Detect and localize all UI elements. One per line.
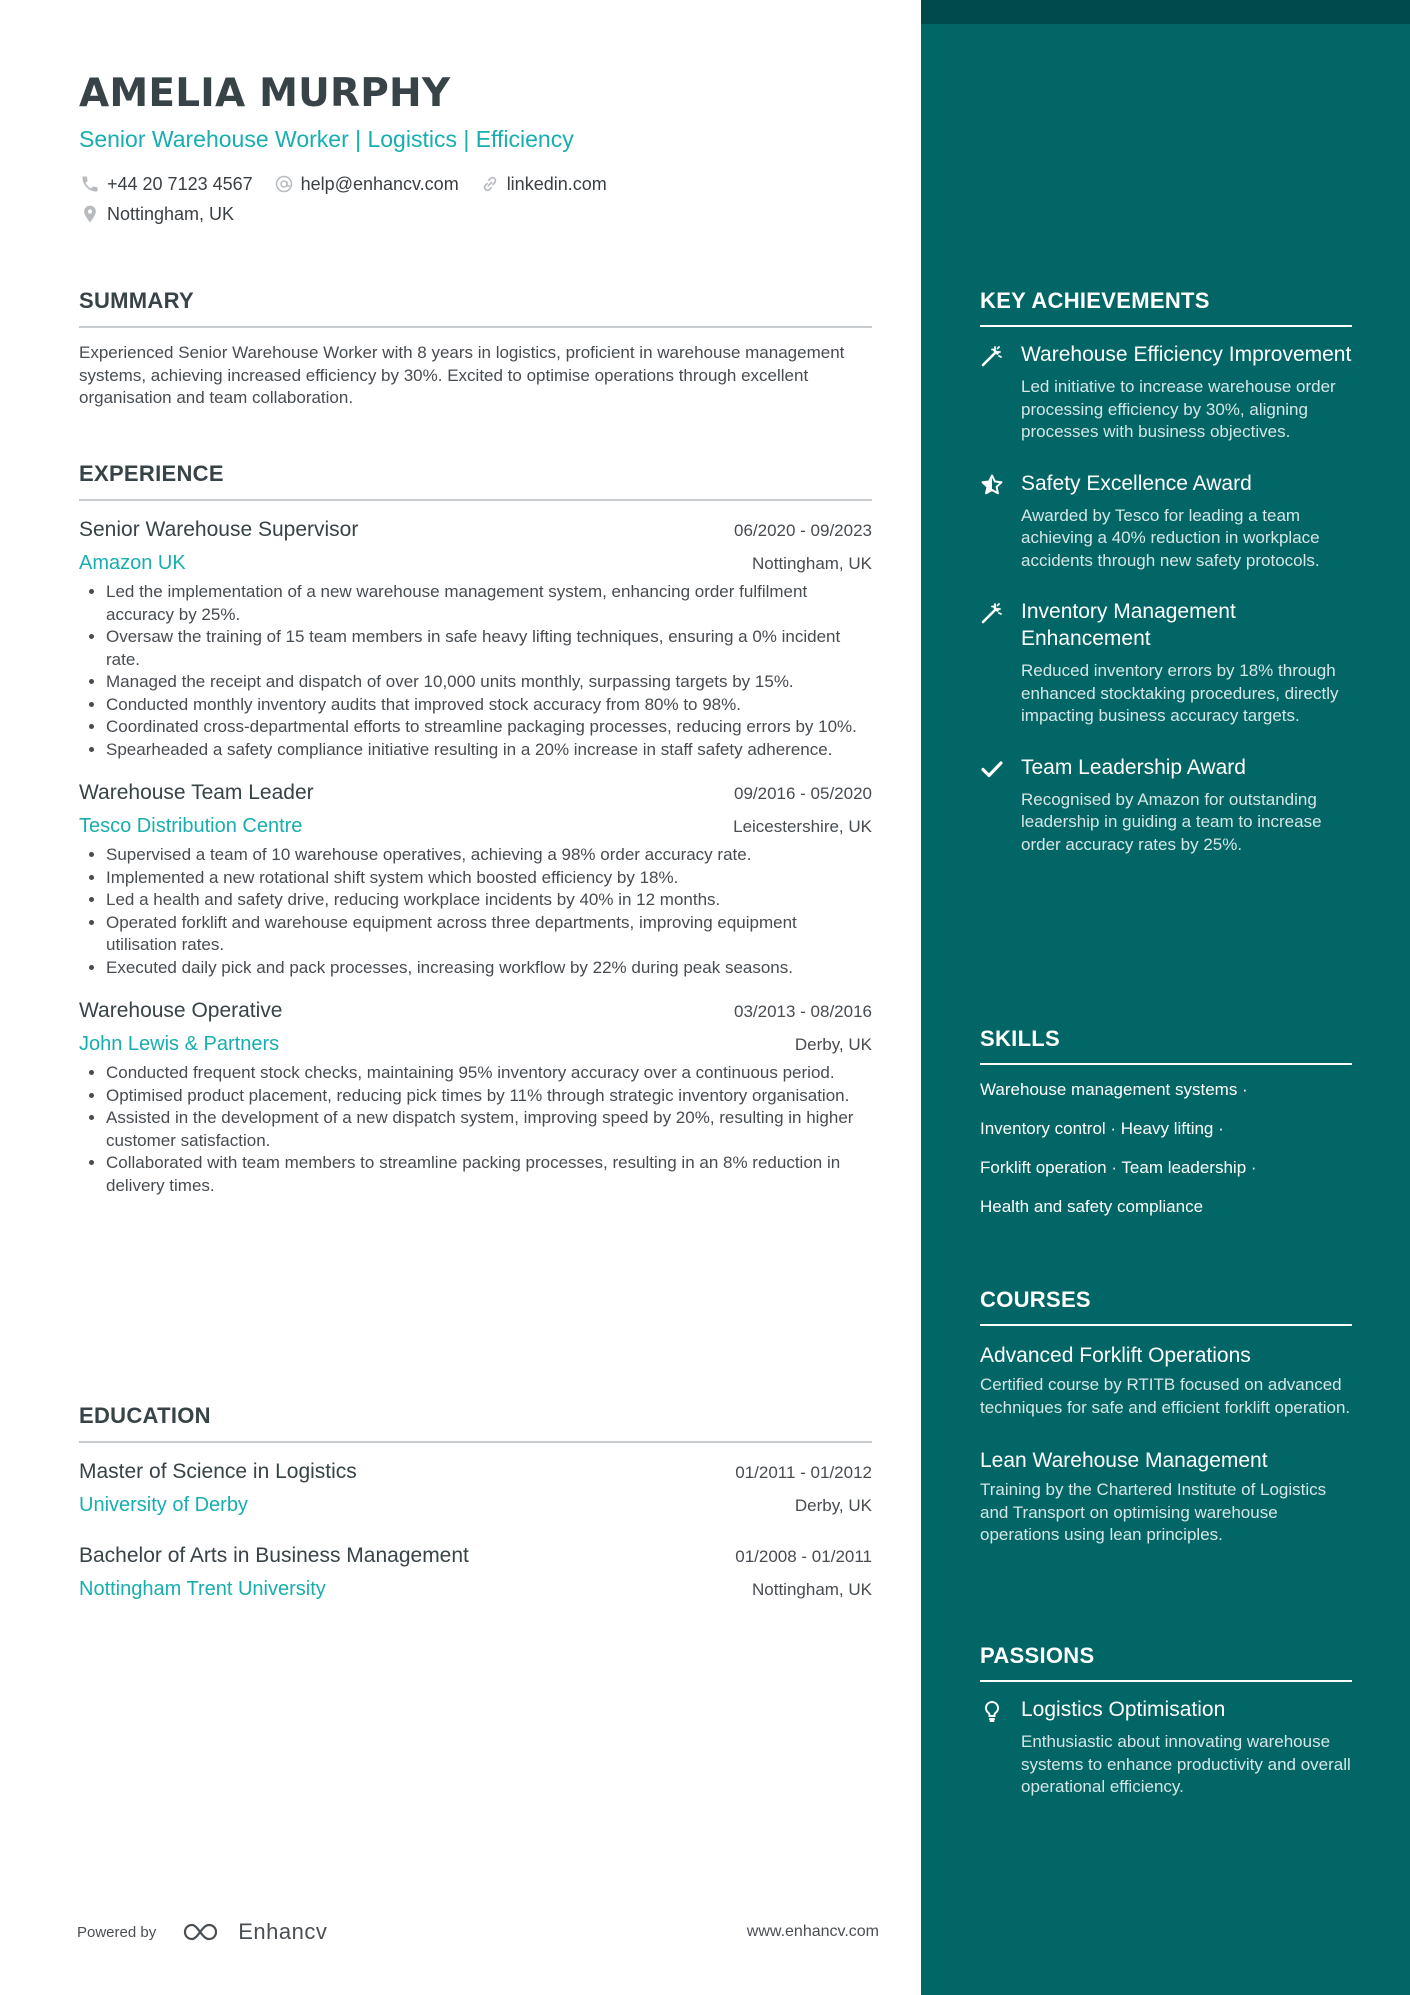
school-name: Nottingham Trent University (79, 1578, 326, 1600)
courses-section (980, 1285, 1352, 1547)
phone-contact[interactable] (79, 173, 253, 195)
section-divider (980, 325, 1352, 327)
achievements-title: KEY ACHIEVEMENTS (980, 288, 1210, 313)
skill-line: Inventory control · Heavy lifting · (980, 1119, 1224, 1138)
powered-by (77, 1919, 327, 1945)
passion-item (980, 1696, 1352, 1799)
education-section (79, 1401, 872, 1603)
job-title: Senior Warehouse Supervisor (79, 518, 359, 541)
brand-logo[interactable] (182, 1919, 327, 1945)
job-location: Nottingham, UK (752, 554, 872, 573)
school-location: Derby, UK (794, 1496, 872, 1515)
magic-wand-icon (980, 341, 1006, 444)
education-dates: 01/2011 - 01/2012 (735, 1463, 872, 1482)
footer (77, 1912, 879, 1952)
powered-by-label: Powered by (77, 1923, 157, 1941)
achievement-item (980, 754, 1352, 857)
job-bullets (79, 1062, 872, 1197)
job-bullets (79, 844, 872, 979)
passion-title: Logistics Optimisation (1021, 1698, 1226, 1721)
star-icon (980, 470, 1006, 573)
email-text: help@enhancv.com (300, 173, 459, 194)
brand-name: Enhancv (238, 1919, 328, 1944)
job-entry (79, 515, 872, 761)
bullet-item: • Managed the receipt and dispatch of over 10,000 units monthly, surpassing targets by 15%. (106, 671, 872, 694)
bullet-item: • Optimised product placement, reducing pick times by 11% through strategic inventory organisation. (106, 1085, 872, 1108)
job-dates: 06/2020 - 09/2023 (733, 521, 872, 540)
education-dates: 01/2008 - 01/2011 (735, 1547, 872, 1566)
company-name: Tesco Distribution Centre (79, 815, 303, 837)
phone-icon (79, 173, 101, 195)
candidate-name: AMELIA MURPHY (79, 71, 451, 116)
at-sign-icon (273, 173, 295, 195)
location-contact (79, 203, 234, 225)
section-divider (79, 1441, 872, 1443)
passions-section (980, 1641, 1352, 1799)
courses-title: COURSES (980, 1287, 1091, 1312)
bullet-item: • Conducted frequent stock checks, maintaining 95% inventory accuracy over a continuous period. (106, 1062, 872, 1085)
link-icon (479, 173, 501, 195)
course-description: Training by the Chartered Institute of Logistics and Transport on optimising warehouse operations using lean principles. (980, 1480, 1327, 1544)
checkmark-icon (980, 754, 1006, 857)
job-dates: 03/2013 - 08/2016 (733, 1002, 872, 1021)
linkedin-contact[interactable] (479, 173, 607, 195)
achievement-title: Team Leadership Award (1021, 755, 1246, 779)
summary-title: SUMMARY (79, 288, 194, 313)
job-entry (79, 778, 872, 979)
achievement-description: Reduced inventory errors by 18% through enhanced stocktaking procedures, directly impacting business accuracy targets. (1021, 661, 1339, 725)
bullet-item: • Coordinated cross-departmental efforts to streamline packaging processes, reducing errors by 10%. (106, 716, 872, 739)
job-title: Warehouse Operative (79, 999, 283, 1022)
summary-section (79, 286, 872, 410)
bullet-item: • Supervised a team of 10 warehouse operatives, achieving a 98% order accuracy rate. (106, 844, 872, 867)
section-divider (79, 499, 872, 501)
contact-info (79, 169, 872, 229)
course-description: Certified course by RTITB focused on advanced techniques for safe and efficient forklift operation. (980, 1375, 1351, 1417)
bullet-item: • Conducted monthly inventory audits that improved stock accuracy from 80% to 98%. (106, 694, 872, 717)
job-bullets (79, 581, 872, 761)
degree-title: Bachelor of Arts in Business Management (79, 1544, 469, 1567)
bullet-item: • Led the implementation of a new warehouse management system, enhancing order fulfilment accuracy by 25%. (106, 581, 872, 626)
magic-wand-icon (980, 598, 1006, 728)
bullet-item: • Spearheaded a safety compliance initiative resulting in a 20% increase in staff safety adherence. (106, 739, 872, 762)
sidebar-top-band (921, 0, 1410, 24)
achievements-section (980, 286, 1352, 856)
bullet-item: • Assisted in the development of a new dispatch system, improving speed by 20%, resulting in higher customer satisfaction. (106, 1107, 872, 1152)
map-pin-icon (79, 203, 101, 225)
section-divider (980, 1680, 1352, 1682)
education-title: EDUCATION (79, 1403, 211, 1428)
course-title: Lean Warehouse Management (980, 1449, 1268, 1472)
section-divider (980, 1324, 1352, 1326)
bullet-item: • Operated forklift and warehouse equipment across three departments, improving equipment utilisation rates. (106, 912, 872, 957)
job-location: Derby, UK (794, 1035, 872, 1054)
section-divider (980, 1063, 1352, 1065)
bullet-item: • Oversaw the training of 15 team members in safe heavy lifting techniques, ensuring a 0% incident rate. (106, 626, 872, 671)
education-entry (79, 1457, 872, 1519)
skills-list (980, 1079, 1352, 1235)
passion-description: Enthusiastic about innovating warehouse systems to enhance productivity and overall operational efficiency. (1021, 1732, 1351, 1796)
passions-title: PASSIONS (980, 1643, 1095, 1668)
achievement-description: Awarded by Tesco for leading a team achieving a 40% reduction in workplace accidents through new safety protocols. (1021, 505, 1320, 570)
bullet-item: • Executed daily pick and pack processes, increasing workflow by 22% during peak seasons. (106, 957, 872, 980)
achievement-description: Recognised by Amazon for outstanding leadership in guiding a team to increase order accuracy rates by 25%. (1021, 789, 1322, 854)
achievement-title: Warehouse Efficiency Improvement (1021, 343, 1352, 366)
achievement-title: Inventory Management Enhancement (1021, 600, 1236, 650)
company-name: Amazon UK (79, 552, 186, 574)
section-divider (79, 326, 872, 328)
achievement-item (980, 341, 1352, 444)
achievement-description: Led initiative to increase warehouse order processing efficiency by 30%, aligning processes with business objectives. (1021, 377, 1336, 441)
job-location: Leicestershire, UK (733, 817, 872, 836)
bullet-item: • Collaborated with team members to streamline packing processes, resulting in an 8% reduction in delivery times. (106, 1152, 872, 1197)
school-location: Nottingham, UK (752, 1580, 872, 1599)
job-dates: 09/2016 - 05/2020 (733, 784, 872, 803)
course-item (980, 1342, 1352, 1419)
job-title: Warehouse Team Leader (79, 781, 314, 804)
achievement-item (980, 470, 1352, 573)
location-text: Nottingham, UK (107, 203, 235, 224)
education-entry (79, 1541, 872, 1603)
job-entry (79, 996, 872, 1197)
sidebar-column (921, 0, 1410, 1995)
bullet-item: • Implemented a new rotational shift system which boosted efficiency by 18%. (106, 867, 872, 890)
skill-line: Health and safety compliance (980, 1197, 1204, 1216)
email-contact[interactable] (273, 173, 459, 195)
candidate-headline: Senior Warehouse Worker | Logistics | Efficiency (79, 126, 574, 152)
company-name: John Lewis & Partners (79, 1033, 280, 1055)
course-item (980, 1447, 1352, 1547)
course-title: Advanced Forklift Operations (980, 1344, 1251, 1367)
experience-title: EXPERIENCE (79, 461, 224, 486)
enhancv-logo-icon (182, 1920, 228, 1944)
skill-line: Forklift operation · Team leadership · (980, 1158, 1257, 1177)
phone-text: +44 20 7123 4567 (107, 173, 253, 194)
lightbulb-icon (980, 1696, 1006, 1799)
linkedin-text: linkedin.com (506, 173, 607, 194)
achievement-title: Safety Excellence Award (1021, 471, 1252, 495)
skill-line: Warehouse management systems · (980, 1080, 1248, 1099)
skills-section (980, 1024, 1352, 1235)
website-link[interactable]: www.enhancv.com (746, 1923, 879, 1940)
experience-section (79, 459, 872, 1197)
bullet-item: • Led a health and safety drive, reducing workplace incidents by 40% in 12 months. (106, 889, 872, 912)
summary-text: Experienced Senior Warehouse Worker with 8 years in logistics, proficient in warehouse management systems, achieving increased efficiency by 30%. Excited to optimise operations through excellent organisation and team collaboration. (79, 343, 845, 407)
school-name: University of Derby (79, 1494, 248, 1516)
achievement-item (980, 598, 1352, 728)
resume-header (79, 68, 872, 229)
degree-title: Master of Science in Logistics (79, 1460, 357, 1483)
skills-title: SKILLS (980, 1026, 1061, 1051)
